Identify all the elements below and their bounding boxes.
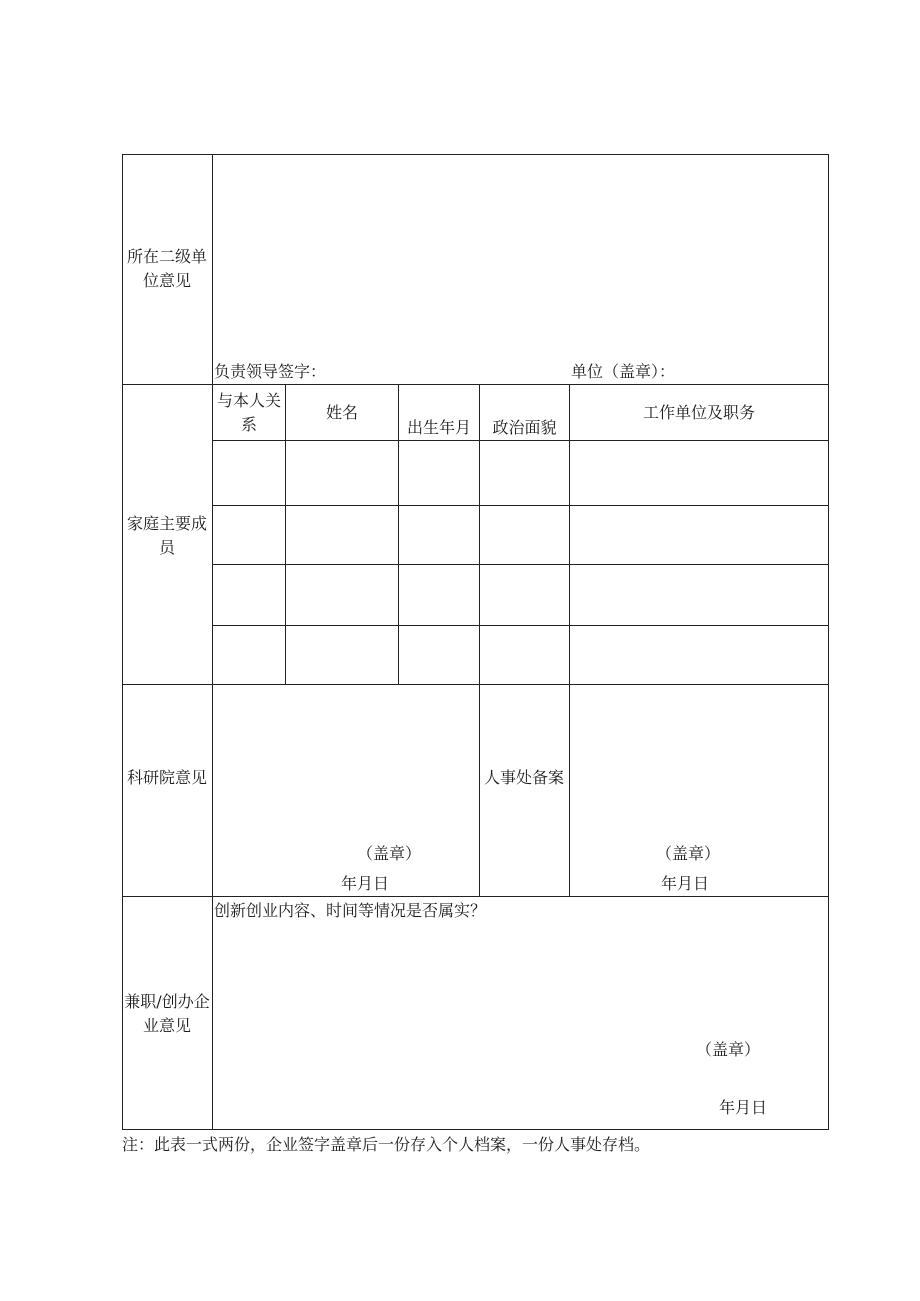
leader-signature-label: 负责领导签字： (214, 362, 327, 381)
table-top-border (122, 154, 829, 155)
parttime-seal: （盖章） (696, 1040, 761, 1059)
table-left-border (122, 154, 123, 1130)
section-label-research: 科研院意见 (126, 768, 207, 787)
header-work: 工作单位及职务 (642, 403, 755, 422)
section-label-parttime: 兼职/创办企业意见 (124, 992, 210, 1035)
parttime-question: 创新创业内容、时间等情况是否属实？ (214, 901, 487, 920)
header-name: 姓名 (325, 403, 358, 422)
hr-seal: （盖章） (656, 844, 721, 863)
family-row-divider (212, 625, 829, 626)
row-divider-research (122, 684, 829, 685)
header-political: 政治面貌 (492, 418, 557, 437)
research-seal: （盖章） (357, 844, 422, 863)
family-row-divider (212, 505, 829, 506)
table-bottom-border (122, 1129, 829, 1130)
parttime-date: 年月日 (719, 1098, 768, 1117)
footnote: 注：此表一式两份，企业签字盖章后一份存入个人档案，一份人事处存档。 (122, 1135, 651, 1154)
row-divider-parttime (122, 896, 829, 897)
label-column-divider (212, 154, 213, 1130)
section-label-secondary-unit: 所在二级单位意见 (126, 247, 207, 290)
family-col-divider (479, 384, 480, 896)
research-date: 年月日 (341, 874, 390, 893)
family-row-divider (212, 564, 829, 565)
table-right-border (828, 154, 829, 1130)
unit-seal-label: 单位（盖章）： (571, 362, 676, 381)
header-relation: 与本人关系 (216, 391, 281, 434)
family-header-bottom (212, 440, 829, 441)
section-label-family: 家庭主要成员 (126, 514, 207, 557)
row-divider-family (122, 384, 829, 385)
family-col-divider (569, 384, 570, 896)
hr-date: 年月日 (661, 874, 710, 893)
header-birth: 出生年月 (406, 418, 471, 437)
family-col-divider (285, 384, 286, 684)
section-label-hr: 人事处备案 (484, 768, 565, 787)
